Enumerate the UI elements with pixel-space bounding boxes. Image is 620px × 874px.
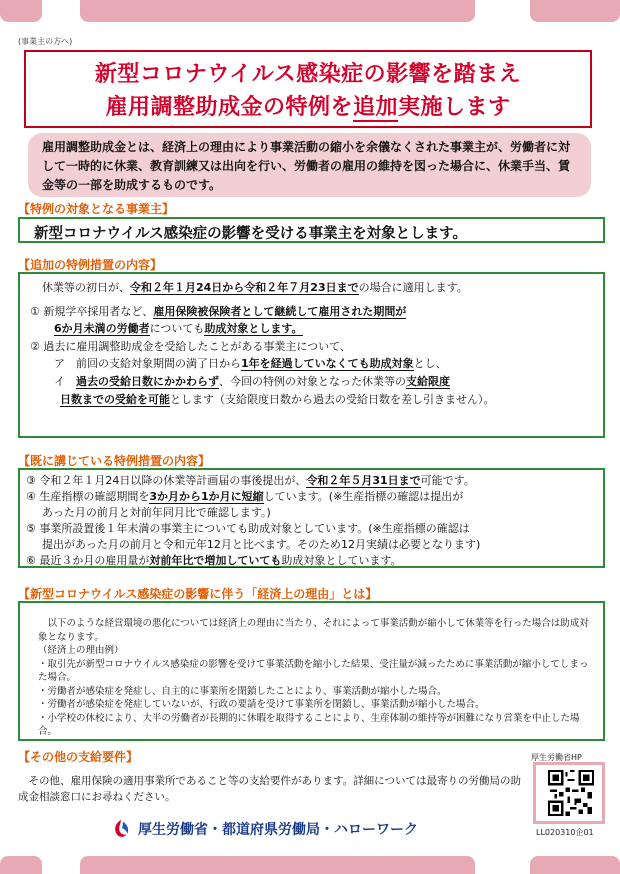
- text: 過去の受給日数にかかわらず: [76, 374, 219, 388]
- text: 令和２年１月24日から令和２年７月23日まで: [130, 281, 359, 294]
- section-heading-target: 【特例の対象となる事業主】: [18, 202, 175, 216]
- bottom-decor-strip: [80, 856, 475, 874]
- top-decor-tab: [80, 0, 475, 22]
- footer: [110, 818, 418, 840]
- text: 3か月から1か月に短縮: [149, 490, 264, 503]
- text: 日数までの受給を可能: [60, 392, 170, 406]
- title-underlined-text: 追加: [352, 95, 398, 120]
- text: ア 前回の支給対象期間の満了日から: [54, 357, 241, 371]
- title-text: 実施します: [398, 95, 511, 120]
- existing-item-5-cont: 提出があった月の前月と令和元年12月と比べます。そのため12月実績は必要となります): [42, 538, 481, 551]
- text: についても: [149, 322, 205, 336]
- text: 6か月未満の労働者: [54, 322, 150, 336]
- audience-label: (事業主の方へ): [18, 37, 73, 46]
- reason-paragraph: 以下のような経営環境の悪化については経済上の理由に当たり、それによって事業活動が縮小して休業等を行った場合は助成対象となります。: [38, 618, 589, 643]
- text: ③ 令和２年１月24日以降の休業等計画届の事後提出が、: [26, 474, 307, 487]
- qr-frame[interactable]: [533, 762, 605, 824]
- section-heading-existing: 【既に講じている特例措置の内容】: [18, 454, 211, 468]
- text: とし、: [413, 357, 447, 371]
- text: とします（支給限度日数から過去の受給日数を差し引きません）。: [170, 392, 495, 406]
- document-code: LL020310企01: [536, 828, 594, 837]
- text: 1年を経過していなくても助成対象: [241, 357, 414, 371]
- section-heading-reason: 【新型コロナウイルス感染症の影響に伴う「経済上の理由」とは】: [18, 587, 378, 601]
- existing-item-5: ⑤ 事業所設置後１年未満の事業主についても助成対象としています。(※生産指標の確認は: [26, 522, 470, 535]
- text: イ: [54, 374, 76, 388]
- existing-measures-box: [18, 468, 605, 568]
- reason-subheading: （経済上の理由例）: [38, 645, 124, 656]
- added-line: [30, 279, 593, 297]
- text: ⑥ 最近３か月の雇用量が: [26, 554, 150, 567]
- text: ① 新規学卒採用者など、: [30, 304, 154, 318]
- text: 、今回の特例の対象となった休業等の: [219, 374, 406, 388]
- top-decor-tab: [0, 0, 42, 22]
- added-item-2: ② 過去に雇用調整助成金を受給したことがある事業主について、: [30, 339, 351, 353]
- title-line-2: [26, 91, 590, 124]
- reason-example: ・取引先が新型コロナウイルス感染症の影響を受けて事業活動を縮小した結果、受注量が減ったために事業活動が縮小してしまった場合。: [38, 658, 589, 683]
- added-item-2b-cont: [30, 391, 593, 409]
- qr-code-icon[interactable]: [548, 770, 594, 816]
- section-heading-other: 【その他の支給要件】: [18, 750, 139, 764]
- bottom-decor-strip: [0, 856, 42, 874]
- added-item-2a: [30, 355, 593, 373]
- text: 対前年比で増加していても: [149, 554, 282, 567]
- intro-box: 雇用調整助成金とは、経済上の理由により事業活動の縮小を余儀なくされた事業主が、労働者に対して一時的に休業、教育訓練又は出向を行い、労働者の雇用の維持を図った場合に、休業手当、賃金等の一部を助成するものです。: [28, 133, 591, 197]
- title-box: [24, 50, 592, 128]
- text: 支給限度: [406, 374, 450, 388]
- existing-item-4: [26, 489, 597, 505]
- title-line-1: 新型コロナウイルス感染症の影響を踏まえ: [94, 62, 522, 87]
- text: 可能です。: [420, 474, 475, 487]
- reason-box: [18, 601, 605, 741]
- text: の場合に適用します。: [358, 281, 468, 294]
- existing-item-3: [26, 473, 597, 489]
- footer-text: 厚生労働省・都道府県労働局・ハローワーク: [138, 822, 418, 838]
- text: 助成対象とします。: [204, 322, 303, 336]
- added-item-2b: [30, 373, 593, 391]
- qr-label: 厚生労働省HP: [531, 753, 582, 762]
- text: しています。(※生産指標の確認は提出が: [263, 490, 464, 503]
- added-item-1-cont: [30, 320, 593, 338]
- text: 雇用保険被保険者として継続して雇用された期間が: [153, 304, 407, 318]
- other-requirements-text: その他、雇用保険の適用事業所であること等の支給要件があります。詳細については最寄りの労働局の助成金相談窓口にお尋ねください。: [18, 775, 521, 803]
- bottom-decor-strip: [530, 856, 620, 874]
- text: 助成対象としています。: [281, 554, 402, 567]
- reason-example: ・労働者が感染症を発症し、自主的に事業所を閉鎖したことにより、事業活動が縮小した場合。: [38, 685, 447, 697]
- existing-item-6: [26, 553, 597, 569]
- top-decor-tab: [530, 0, 620, 22]
- added-item-1: [30, 303, 593, 321]
- text: 令和２年５月31日まで: [306, 474, 421, 487]
- existing-item-4-cont: あった月の前月と対前年同月比で確認します。): [42, 506, 271, 519]
- target-box: 新型コロナウイルス感染症の影響を受ける事業主を対象とします。: [18, 217, 605, 243]
- section-heading-added: 【追加の特例措置の内容】: [18, 258, 163, 272]
- title-text: 雇用調整助成金の特例を: [105, 95, 353, 120]
- ministry-logo-icon: [110, 818, 132, 840]
- added-measures-box: [18, 272, 605, 438]
- text: ④ 生産指標の確認期間を: [26, 490, 150, 503]
- reason-example: ・労働者が感染症を発症していないが、行政の要請を受けて事業所を閉鎖し、事業活動が縮小した場合。: [38, 699, 485, 710]
- reason-example: ・小学校の休校により、大半の労働者が長期的に休暇を取得することにより、生産体制の維持等が困難になり営業を中止した場合。: [38, 712, 580, 737]
- text: 休業等の初日が、: [42, 281, 130, 294]
